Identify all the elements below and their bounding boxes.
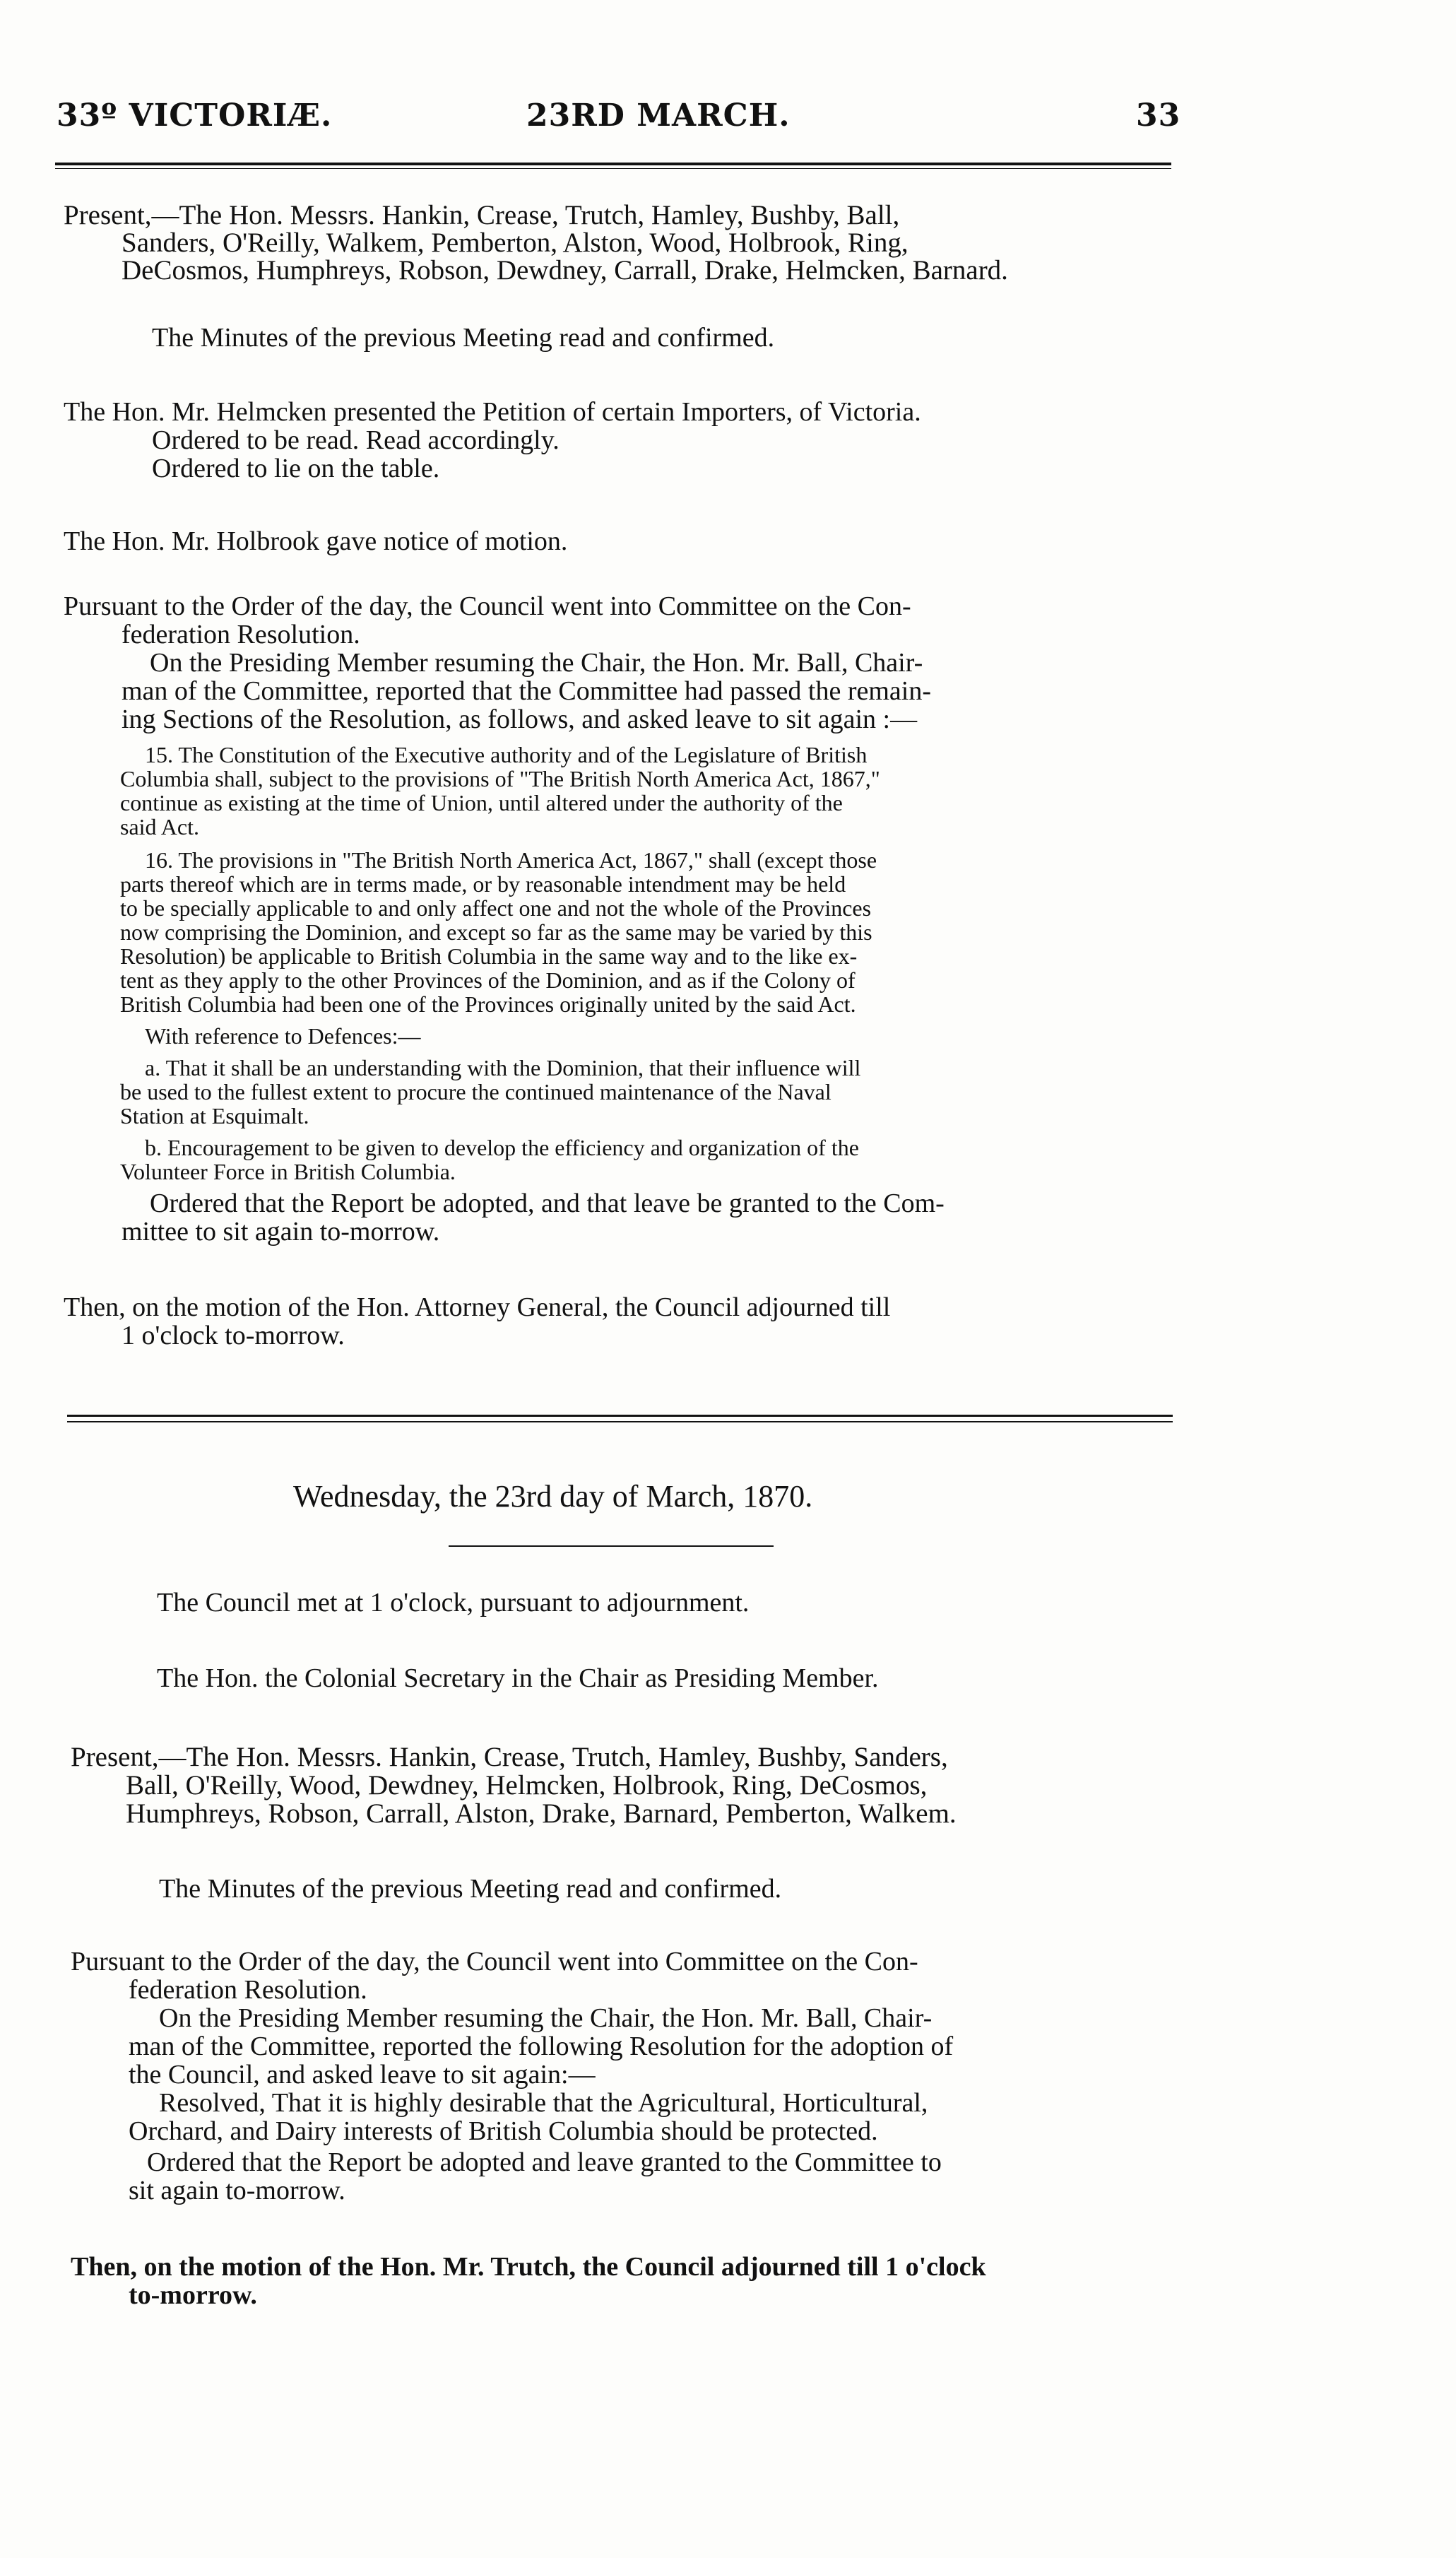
date-underline [449, 1545, 774, 1547]
committee-line: man of the Committee, reported the following Resolution for the adoption of [129, 2032, 954, 2061]
committee-line: the Council, and asked leave to sit again:— [129, 2060, 596, 2090]
adjourn-line-1: Then, on the motion of the Hon. Attorney General, the Council adjourned till [64, 1292, 891, 1322]
clause-line: Columbia shall, subject to the provisions of "The British North America Act, 1867," [120, 766, 880, 791]
ordered-line-2: mittee to sit again to-morrow. [122, 1217, 440, 1246]
section-divider-thin [67, 1421, 1173, 1422]
present-line-2: Sanders, O'Reilly, Walkem, Pemberton, Alston, Wood, Holbrook, Ring, [122, 228, 908, 258]
committee-line-5: ing Sections of the Resolution, as follows, and asked leave to sit again :— [122, 705, 918, 734]
presiding-member: The Hon. the Colonial Secretary in the Chair as Presiding Member. [157, 1663, 879, 1693]
committee-line: Pursuant to the Order of the day, the Council went into Committee on the Con- [71, 1947, 918, 1976]
petition-line-2: Ordered to be read. Read accordingly. [152, 425, 560, 455]
committee-line-3: On the Presiding Member resuming the Chair, the Hon. Mr. Ball, Chair- [150, 648, 923, 678]
present-line-3: Humphreys, Robson, Carrall, Alston, Drake, Barnard, Pemberton, Walkem. [126, 1798, 957, 1829]
ordered-line: Ordered that the Report be adopted and leave granted to the Committee to [147, 2147, 942, 2177]
header-rule-thin [55, 168, 1171, 169]
present-line-1: Present,—The Hon. Messrs. Hankin, Crease, Trutch, Hamley, Bushby, Ball, [64, 200, 900, 230]
clause-line: be used to the fullest extent to procure the continued maintenance of the Naval [120, 1079, 831, 1104]
council-met: The Council met at 1 o'clock, pursuant to adjournment. [157, 1588, 750, 1617]
committee-line: federation Resolution. [129, 1975, 367, 2005]
minutes-confirmed: The Minutes of the previous Meeting read and confirmed. [152, 323, 775, 353]
present-line-3: DeCosmos, Humphreys, Robson, Dewdney, Carrall, Drake, Helmcken, Barnard. [122, 255, 1008, 285]
present-line-2: Ball, O'Reilly, Wood, Dewdney, Helmcken, Holbrook, Ring, DeCosmos, [126, 1770, 928, 1800]
clause-line: parts thereof which are in terms made, or by reasonable intendment may be held [120, 871, 846, 897]
minutes-confirmed: The Minutes of the previous Meeting read and confirmed. [159, 1874, 782, 1904]
session-date-title: Wednesday, the 23rd day of March, 1870. [293, 1479, 813, 1514]
clause-line: tent as they apply to the other Provinces of the Dominion, and as if the Colony of [120, 967, 856, 993]
committee-line: On the Presiding Member resuming the Chair, the Hon. Mr. Ball, Chair- [159, 2003, 933, 2033]
header-rule [55, 163, 1171, 165]
header-regnal-year: 33º VICTORIÆ. [57, 98, 333, 134]
clause-line: said Act. [120, 814, 199, 839]
adjourn-line-2: 1 o'clock to-morrow. [122, 1321, 345, 1350]
ordered-line-1: Ordered that the Report be adopted, and that leave be granted to the Com- [150, 1189, 945, 1218]
committee-line-1: Pursuant to the Order of the day, the Council went into Committee on the Con- [64, 591, 911, 621]
petition-line-1: The Hon. Mr. Helmcken presented the Petition of certain Importers, of Victoria. [64, 397, 921, 427]
resolution-line: Orchard, and Dairy interests of British Columbia should be protected. [129, 2116, 878, 2146]
clause-line: continue as existing at the time of Union, until altered under the authority of the [120, 790, 843, 815]
header-page-number: 33 [1136, 98, 1181, 134]
petition-line-3: Ordered to lie on the table. [152, 454, 440, 483]
adjourn-line-1: Then, on the motion of the Hon. Mr. Trutch, the Council adjourned till 1 o'clock [71, 2252, 986, 2282]
section-divider [67, 1415, 1173, 1417]
clause-line: 15. The Constitution of the Executive authority and of the Legislature of British [145, 742, 868, 767]
resolution-line: Resolved, That it is highly desirable that the Agricultural, Horticultural, [159, 2088, 928, 2118]
committee-line-2: federation Resolution. [122, 620, 360, 649]
clause-line: to be specially applicable to and only affect one and not the whole of the Provinces [120, 895, 872, 921]
notice-of-motion: The Hon. Mr. Holbrook gave notice of motion. [64, 526, 568, 556]
adjourn-line-2: to-morrow. [129, 2280, 257, 2310]
clause-line: a. That it shall be an understanding with the Dominion, that their influence will [145, 1055, 861, 1080]
present-line-1: Present,—The Hon. Messrs. Hankin, Crease, Trutch, Hamley, Bushby, Sanders, [71, 1742, 948, 1772]
clause-line: Volunteer Force in British Columbia. [120, 1159, 456, 1184]
committee-line-4: man of the Committee, reported that the Committee had passed the remain- [122, 676, 931, 706]
clause-line: now comprising the Dominion, and except so far as the same may be varied by this [120, 919, 872, 945]
clause-line: 16. The provisions in "The British North America Act, 1867," shall (except those [145, 847, 877, 873]
clause-line: Resolution) be applicable to British Columbia in the same way and to the like ex- [120, 943, 858, 969]
clause-line: With reference to Defences:— [145, 1023, 421, 1049]
ordered-line: sit again to-morrow. [129, 2176, 345, 2205]
clause-line: Station at Esquimalt. [120, 1103, 309, 1128]
header-date: 23RD MARCH. [526, 98, 791, 134]
clause-line: b. Encouragement to be given to develop the efficiency and organization of the [145, 1135, 859, 1160]
clause-line: British Columbia had been one of the Provinces originally united by the said Act. [120, 991, 856, 1017]
